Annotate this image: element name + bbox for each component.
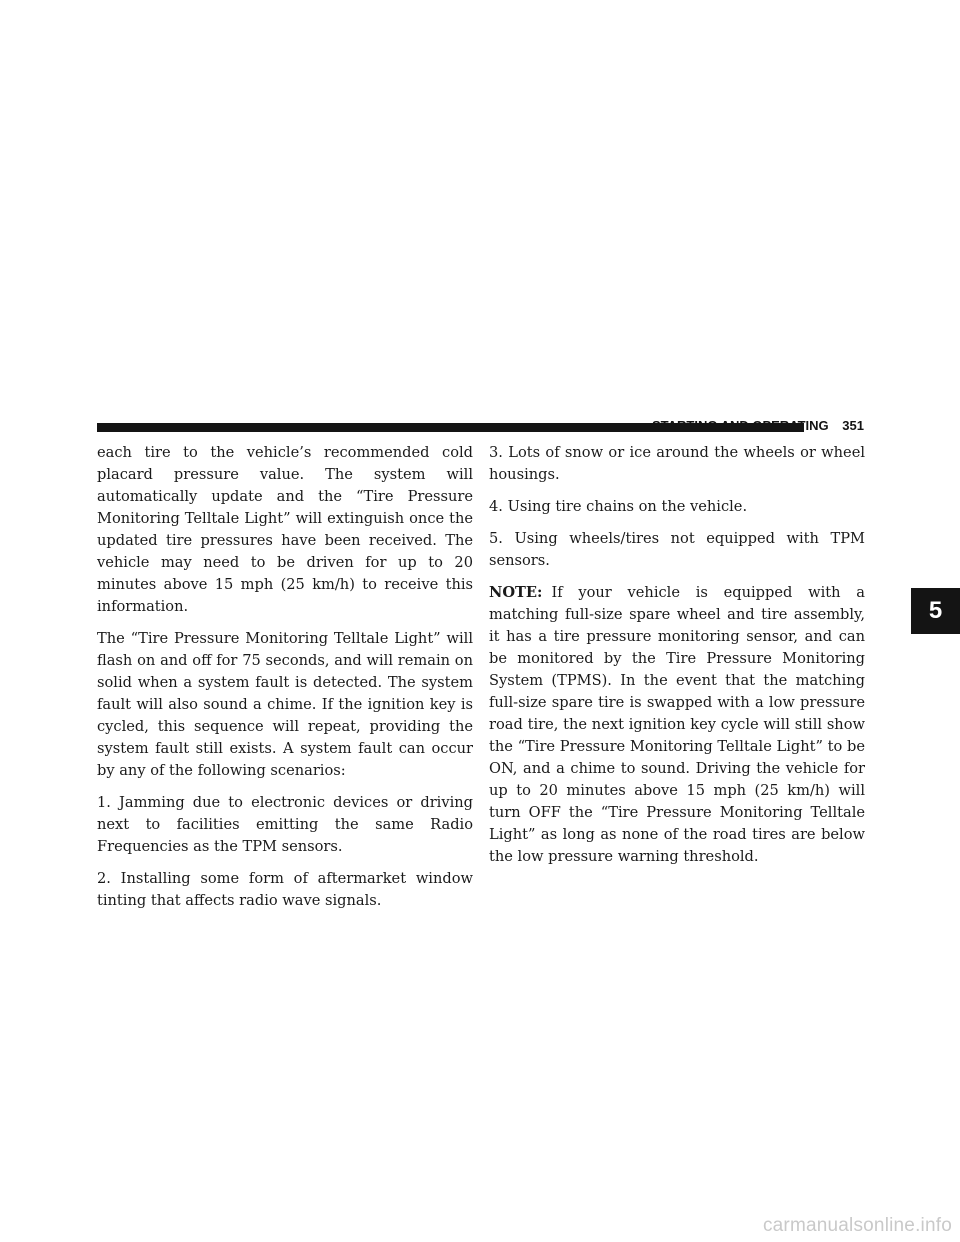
list-item: 2. Installing some form of aftermarket window tinting that affects radio wave signals. xyxy=(97,870,473,909)
running-header xyxy=(652,418,864,433)
page-number: 351 xyxy=(842,418,864,433)
list-item: 4. Using tire chains on the vehicle. xyxy=(489,498,748,515)
note-text: If your vehicle is equipped with a matching full-size spare wheel and tire assembly, it has a tire pressure monitoring sensor, and can be monitored by the Tire Pressure Monitoring System (TPMS). In the event that the matching full-size spare tire is swapped with a low pressure road tire, the next ignition key cycle will still show the “Tire Pressure Monitoring Telltale Light” to be ON, and a chime to sound. Driving the vehicle for up to 20 minutes above 15 mph (25 km/h) will turn OFF the “Tire Pressure Monitoring Telltale Light” as long as none of the road tires are below the low pressure warning threshold. xyxy=(489,584,865,865)
note-paragraph xyxy=(489,582,865,868)
right-column xyxy=(489,442,865,878)
paragraph: each tire to the vehicle’s recommended cold placard pressure value. The system will automatically update and the “Tire Pressure Monitoring Telltale Light” will extinguish once the updated tire pressures have been received. The vehicle may need to be driven for up to 20 minutes above 15 mph (25 km/h) to receive this information. xyxy=(97,444,473,615)
list-item: 5. Using wheels/tires not equipped with TPM sensors. xyxy=(489,530,865,569)
section-title: STARTING AND OPERATING xyxy=(651,418,829,433)
list-item: 1. Jamming due to electronic devices or driving next to facilities emitting the same Radio Frequencies as the TPM sensors. xyxy=(97,794,473,855)
watermark: carmanualsonline.info xyxy=(762,1215,952,1236)
paragraph: The “Tire Pressure Monitoring Telltale Light” will flash on and off for 75 seconds, and will remain on solid when a system fault is detected. The system fault will also sound a chime. If the ignition key is cycled, this sequence will repeat, providing the system fault still exists. A system fault can occur by any of the following scenarios: xyxy=(97,630,473,779)
left-column xyxy=(97,442,473,922)
note-label: NOTE: xyxy=(489,584,543,601)
list-item: 3. Lots of snow or ice around the wheels or wheel housings. xyxy=(489,444,865,483)
chapter-tab: 5 xyxy=(911,588,960,634)
